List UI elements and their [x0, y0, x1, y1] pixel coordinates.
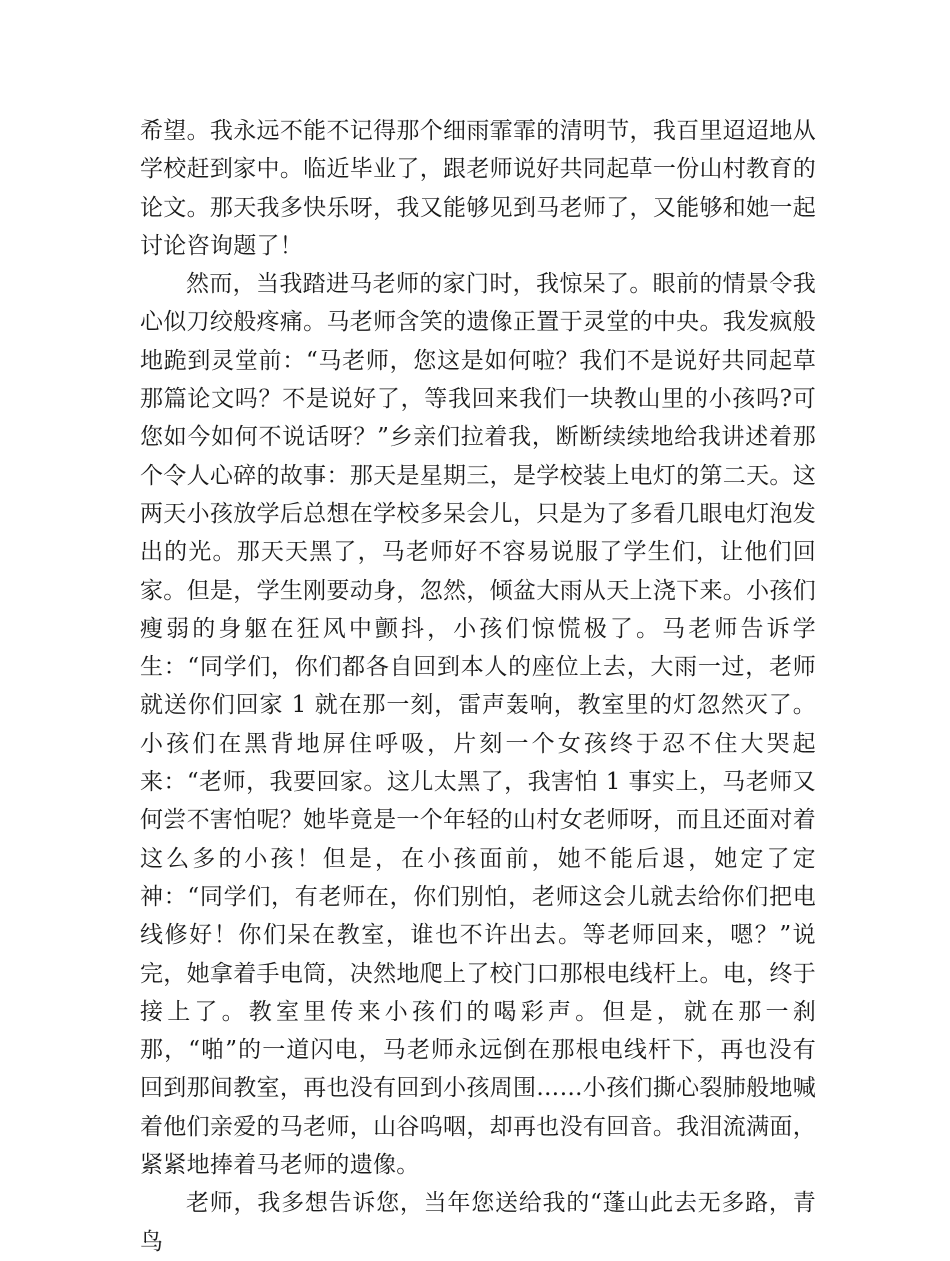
article-body: [140, 112, 816, 1261]
paragraph-2: 然而，当我踏进马老师的家门时，我惊呆了。眼前的情景令我心似刀绞般疼痛。马老师含笑的遗像正置于灵堂的中央。我发疯般地跪到灵堂前：“马老师，您这是如何啦？我们不是说好共同起草那篇论文吗？不是说好了，等我回来我们一块教山里的小孩吗?可您如今如何不说话呀？”乡亲们拉着我，断断续续地给我讲述着那个令人心碎的故事：那天是星期三，是学校装上电灯的第二天。这两天小孩放学后总想在学校多呆会儿，只是为了多看几眼电灯泡发出的光。那天天黑了，马老师好不容易说服了学生们，让他们回家。但是，学生刚要动身，忽然，倾盆大雨从天上浇下来。小孩们瘦弱的身躯在狂风中颤抖，小孩们惊慌极了。马老师告诉学生：“同学们，你们都各自回到本人的座位上去，大雨一过，老师就送你们回家 1 就在那一刻，雷声轰响，教室里的灯忽然灭了。小孩们在黑背地屏住呼吸，片刻一个女孩终于忍不住大哭起来：“老师，我要回家。这儿太黑了，我害怕 1 事实上，马老师又何尝不害怕呢？她毕竟是一个年轻的山村女老师呀，而且还面对着这么多的小孩！但是，在小孩面前，她不能后退，她定了定神：“同学们，有老师在，你们别怕，老师这会儿就去给你们把电线修好！你们呆在教室，谁也不许出去。等老师回来，嗯？”说完，她拿着手电筒，决然地爬上了校门口那根电线杆上。电，终于接上了。教室里传来小孩们的喝彩声。但是，就在那一刹那，“啪”的一道闪电，马老师永远倒在那根电线杆下，再也没有回到那间教室，再也没有回到小孩周围……小孩们撕心裂肺般地喊着他们亲爱的马老师，山谷呜咽，却再也没有回音。我泪流满面，紧紧地捧着马老师的遗像。: [140, 271, 816, 1179]
paragraph-3: 老师，我多想告诉您，当年您送给我的“蓬山此去无多路，青鸟: [140, 1190, 816, 1255]
paragraph-1: 希望。我永远不能不记得那个细雨霏霏的清明节，我百里迢迢地从学校赶到家中。临近毕业了，跟老师说好共同起草一份山村教育的论文。那天我多快乐呀，我又能够见到马老师了，又能够和她一起讨论咨询题了！: [140, 118, 816, 259]
